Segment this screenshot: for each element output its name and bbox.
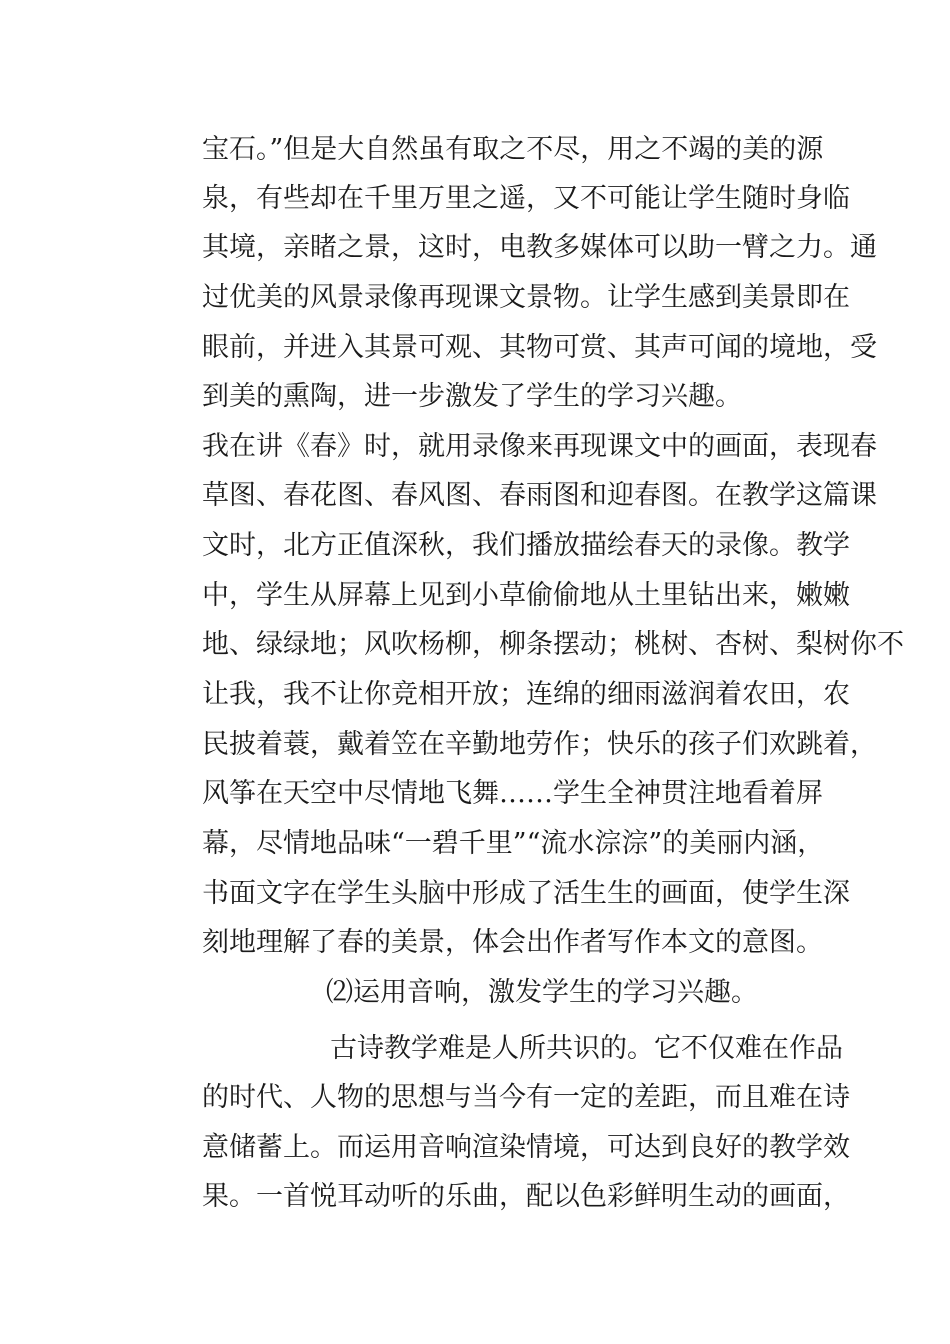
text-line: 泉，有些却在千里万里之遥，又不可能让学生随时身临 xyxy=(202,183,850,214)
text-line: 草图、春花图、春风图、春雨图和迎春图。在教学这篇课 xyxy=(202,480,877,511)
text-line: 眼前，并进入其景可观、其物可赏、其声可闻的境地，受 xyxy=(202,332,877,363)
text-line: 民披着蓑，戴着笠在辛勤地劳作；快乐的孩子们欢跳着， xyxy=(202,729,877,760)
text-line: 过优美的风景录像再现课文景物。让学生感到美景即在 xyxy=(202,282,850,313)
text-line: 书面文字在学生头脑中形成了活生生的画面，使学生深 xyxy=(202,878,850,909)
text-line: 宝石。”但是大自然虽有取之不尽，用之不竭的美的源 xyxy=(202,134,824,165)
section-heading: ⑵运用音响，激发学生的学习兴趣。 xyxy=(326,977,758,1008)
text-line: 幕，尽情地品味“一碧千里”“流水淙淙”的美丽内涵， xyxy=(202,828,825,859)
text-line: 风筝在天空中尽情地飞舞……学生全神贯注地看着屏 xyxy=(202,778,823,809)
text-line: 我在讲《春》时，就用录像来再现课文中的画面，表现春 xyxy=(202,431,877,462)
text-line: 中，学生从屏幕上见到小草偷偷地从土里钻出来，嫩嫩 xyxy=(202,580,850,611)
text-line: 的时代、人物的思想与当今有一定的差距，而且难在诗 xyxy=(202,1082,850,1113)
text-line: 地、绿绿地；风吹杨柳，柳条摆动；桃树、杏树、梨树你不 xyxy=(202,629,904,660)
text-line: 其境，亲睹之景，这时，电教多媒体可以助一臂之力。通 xyxy=(202,232,877,263)
text-line: 果。一首悦耳动听的乐曲，配以色彩鲜明生动的画面， xyxy=(202,1181,850,1212)
text-line: 到美的熏陶，进一步激发了学生的学习兴趣。 xyxy=(202,381,742,412)
text-line: 意储蓄上。而运用音响渲染情境，可达到良好的教学效 xyxy=(202,1132,850,1163)
text-line: 刻地理解了春的美景，体会出作者写作本文的意图。 xyxy=(202,927,823,958)
paragraph-first-line: 古诗教学难是人所共识的。它不仅难在作品 xyxy=(330,1033,843,1064)
text-line: 让我，我不让你竞相开放；连绵的细雨滋润着农田，农 xyxy=(202,679,850,710)
text-line: 文时，北方正值深秋，我们播放描绘春天的录像。教学 xyxy=(202,530,850,561)
